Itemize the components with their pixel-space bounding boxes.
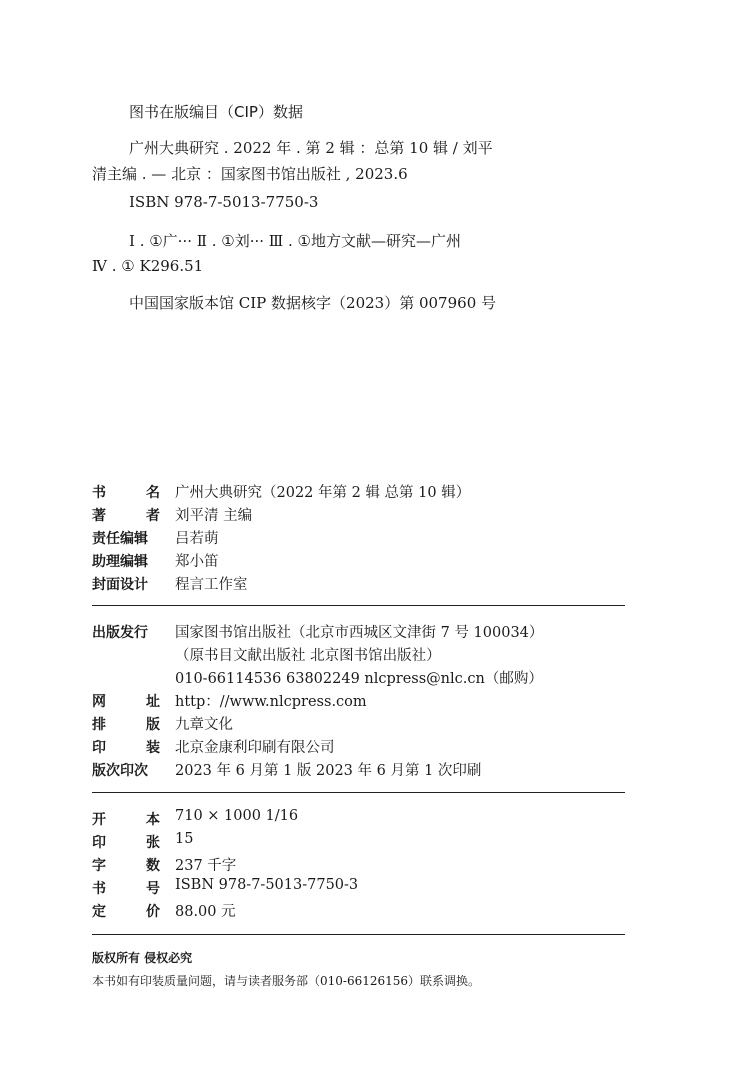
book-name-label	[92, 482, 160, 502]
assistant-editor-label: 助理编辑	[92, 554, 148, 570]
cip-line-2: 清主编 . — 北京 ：国家图书馆出版社 , 2023.6	[92, 165, 408, 183]
label-char: 排	[92, 717, 106, 733]
divider-1	[92, 605, 625, 606]
label-char: 址	[146, 694, 160, 710]
sheets-label	[92, 832, 160, 852]
label-char: 版	[146, 717, 160, 733]
publisher-value: 国家图书馆出版社（北京市西城区文津街 7 号 100034）	[175, 625, 544, 641]
cip-classification-1: Ⅰ . ①广··· Ⅱ . ①刘··· Ⅲ . ①地方文献—研究—广州	[129, 232, 461, 250]
typesetting-label	[92, 714, 160, 734]
website-label	[92, 691, 160, 711]
label-char: 者	[146, 508, 160, 524]
label-char: 定	[92, 904, 106, 920]
label-char: 张	[146, 835, 160, 851]
label-char: 名	[146, 485, 160, 501]
label-char: 字	[92, 858, 106, 874]
cip-title: 图书在版编目（CIP）数据	[129, 103, 303, 121]
divider-3	[92, 934, 625, 935]
label-char: 开	[92, 812, 106, 828]
publisher-contacts: 010-66114536 63802249 nlcpress@nlc.cn（邮购）	[175, 671, 543, 687]
label-char: 网	[92, 694, 106, 710]
label-char: 印	[92, 740, 106, 756]
label-char: 价	[146, 904, 160, 920]
cip-line-1: 广州大典研究 . 2022 年 . 第 2 辑 ：总第 10 辑 / 刘平	[129, 139, 493, 157]
rights-title: 版权所有 侵权必究	[92, 951, 193, 965]
label-char: 书	[92, 881, 106, 897]
author-value: 刘平清 主编	[175, 508, 253, 524]
cover-design-value: 程言工作室	[175, 577, 248, 593]
label-char: 装	[146, 740, 160, 756]
label-char: 印	[92, 835, 106, 851]
isbn-label	[92, 878, 160, 898]
cover-design-label: 封面设计	[92, 577, 148, 593]
cip-isbn: ISBN 978-7-5013-7750-3	[129, 193, 319, 211]
words-label	[92, 855, 160, 875]
rights-note: 本书如有印装质量问题，请与读者服务部（010-66126156）联系调换。	[92, 974, 481, 988]
edition-value: 2023 年 6 月第 1 版 2023 年 6 月第 1 次印刷	[175, 763, 482, 779]
format-value: 710 × 1000 1/16	[175, 808, 299, 824]
cip-record-number: 中国国家版本馆 CIP 数据核字（2023）第 007960 号	[129, 294, 497, 312]
label-char: 号	[146, 881, 160, 897]
book-name-value: 广州大典研究（2022 年第 2 辑 总第 10 辑）	[175, 485, 471, 501]
printing-label	[92, 737, 160, 757]
assistant-editor-value: 郑小笛	[175, 554, 219, 570]
label-char: 本	[146, 812, 160, 828]
isbn-value: ISBN 978-7-5013-7750-3	[175, 877, 359, 893]
sheets-value: 15	[175, 831, 194, 847]
cip-classification-2: Ⅳ . ① K296.51	[92, 257, 204, 275]
price-value: 88.00 元	[175, 904, 236, 920]
publisher-label: 出版发行	[92, 625, 148, 641]
words-value: 237 千字	[175, 858, 237, 874]
author-label	[92, 505, 160, 525]
label-char: 书	[92, 485, 106, 501]
website-value: http：//www.nlcpress.com	[175, 694, 367, 710]
label-char: 数	[146, 858, 160, 874]
edition-label: 版次印次	[92, 763, 148, 779]
divider-2	[92, 792, 625, 793]
editor-value: 吕若萌	[175, 531, 219, 547]
price-label	[92, 901, 160, 921]
publisher-former-names: （原书目文献出版社 北京图书馆出版社）	[175, 648, 441, 664]
format-label	[92, 809, 160, 829]
editor-label: 责任编辑	[92, 531, 148, 547]
printing-value: 北京金康利印刷有限公司	[175, 740, 335, 756]
typesetting-value: 九章文化	[175, 717, 233, 733]
label-char: 著	[92, 508, 106, 524]
